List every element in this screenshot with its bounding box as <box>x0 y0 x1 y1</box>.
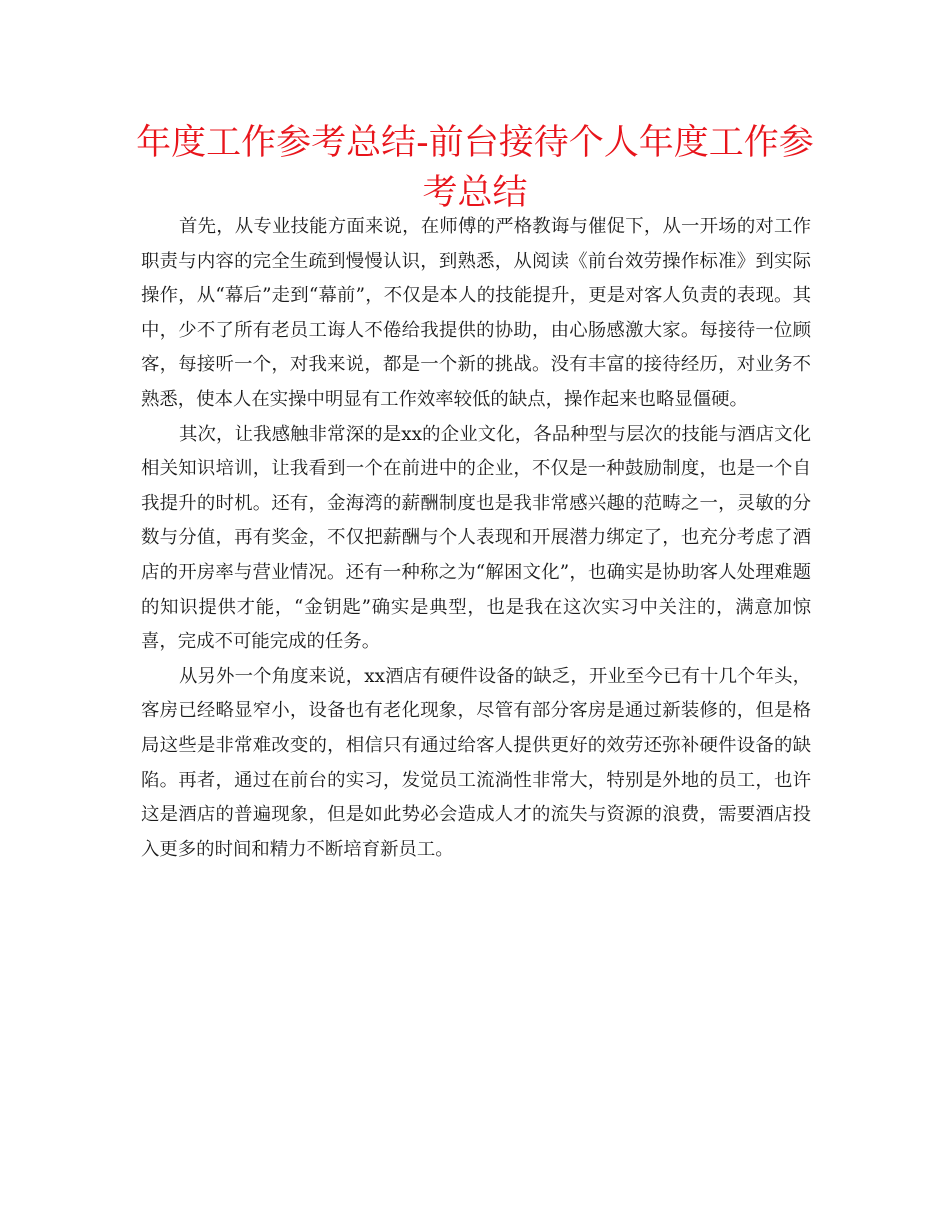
document-body <box>141 210 811 867</box>
body-paragraph-3: 从另外一个角度来说，xx酒店有硬件设备的缺乏，开业至今已有十几个年头，客房已经略显窄小，设备也有老化现象，尽管有部分客房是通过新装修的，但是格局这些是非常难改变的，相信只有通过给客人提供更好的效劳还弥补硬件设备的缺陷。再者，通过在前台的实习，发觉员工流淌性非常大，特别是外地的员工，也许这是酒店的普遍现象，但是如此势必会造成人才的流失与资源的浪费，需要酒店投入更多的时间和精力不断培育新员工。 <box>141 665 811 860</box>
document-title: 年度工作参考总结-前台接待个人年度工作参考总结 <box>136 123 814 213</box>
body-paragraph-2: 其次，让我感触非常深的是xx的企业文化，各品种型与层次的技能与酒店文化相关知识培训，让我看到一个在前进中的企业，不仅是一种鼓励制度，也是一个自我提升的时机。还有，金海湾的薪酬制度也是我非常感兴趣的范畴之一，灵敏的分数与分值，再有奖金，不仅把薪酬与个人表现和开展潜力绑定了，也充分考虑了酒店的开房率与营业情况。还有一种称之为“解困文化”，也确实是协助客人处理难题的知识提供才能，“金钥匙”确实是典型，也是我在这次实习中关注的，满意加惊喜，完成不可能完成的任务。 <box>141 423 811 653</box>
body-paragraph-1: 首先，从专业技能方面来说，在师傅的严格教诲与催促下，从一开场的对工作职责与内容的完全生疏到慢慢认识，到熟悉，从阅读《前台效劳操作标准》到实际操作，从“幕后”走到“幕前”，不仅是本人的技能提升，更是对客人负责的表现。其中，少不了所有老员工诲人不倦给我提供的协助，由心肠感激大家。每接待一位顾客，每接听一个，对我来说，都是一个新的挑战。没有丰富的接待经历，对业务不熟悉，使本人在实操中明显有工作效率较低的缺点，操作起来也略显僵硬。 <box>141 216 811 410</box>
